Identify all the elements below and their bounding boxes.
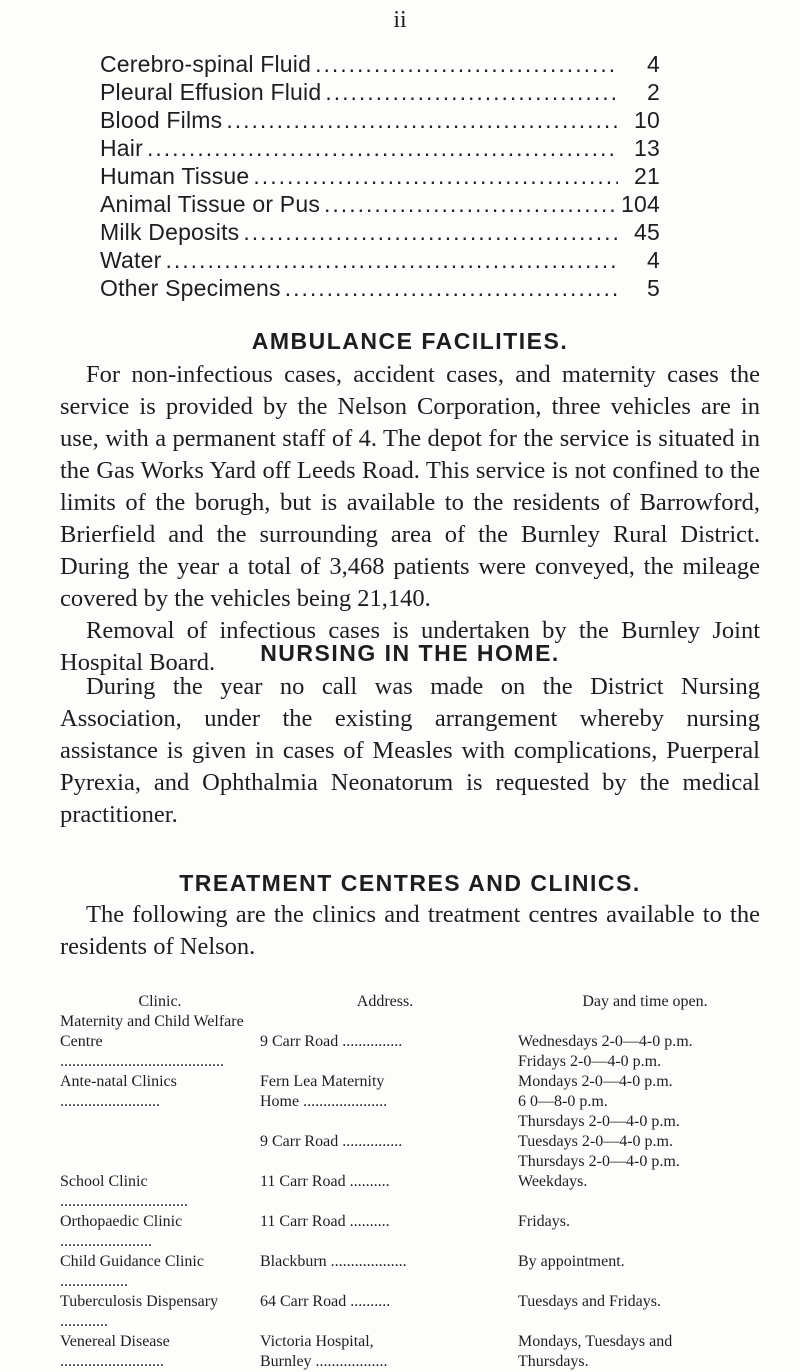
ambulance-paragraph-2: Removal of infectious cases is undertaken by the Burnley Joint Hospital Board.: [60, 617, 760, 676]
specimen-count: 4: [647, 247, 660, 273]
header-clinic: Clinic.: [138, 993, 182, 1010]
clinic-address: 11 Carr Road ..........: [260, 1173, 390, 1190]
specimen-label: Hair: [100, 135, 143, 161]
specimen-label: Milk Deposits: [100, 219, 240, 245]
clinics-table: [60, 992, 780, 1372]
clinic-name: Orthopaedic Clinic .......................: [60, 1213, 183, 1250]
table-row: [60, 1292, 780, 1332]
specimen-count: 45: [634, 219, 660, 245]
table-row: [60, 1332, 780, 1372]
specimen-count: 10: [634, 107, 660, 133]
clinic-name: School Clinic ................................: [60, 1173, 188, 1210]
specimen-row: [100, 246, 660, 274]
specimen-label: Other Specimens: [100, 275, 281, 301]
specimen-count: 5: [647, 275, 660, 301]
clinic-name: Tuberculosis Dispensary ............: [60, 1293, 219, 1330]
clinic-address: 64 Carr Road ..........: [260, 1293, 391, 1310]
clinic-name: Maternity and Child Welfare Centre .........................................: [60, 1013, 244, 1070]
table-row: [60, 1212, 780, 1252]
clinic-time: Mondays, Tuesdays and Thursdays.: [518, 1333, 673, 1370]
clinic-name: Child Guidance Clinic .................: [60, 1253, 204, 1290]
table-row: [60, 1252, 780, 1292]
specimen-count: 21: [634, 163, 660, 189]
dot-leader: [243, 218, 618, 246]
clinic-time: Wednesdays 2-0—4-0 p.m. Fridays 2-0—4-0 p.m.: [518, 1033, 693, 1070]
specimen-row: [100, 134, 660, 162]
table-row: [60, 1012, 780, 1072]
clinic-name: Ante-natal Clinics .........................: [60, 1073, 177, 1110]
clinic-address: Blackburn ...................: [260, 1253, 407, 1270]
nursing-paragraph: During the year no call was made on the District Nursing Association, under the existing arrangement whereby nursing assistance is given in cases of Measles with complications, Puerperal Pyrexia, and Ophthalmia Neonatorum is requested by the medical practitioner.: [60, 673, 760, 828]
clinics-table-body: [60, 1012, 780, 1372]
dot-leader: [325, 78, 618, 106]
dot-leader: [253, 162, 618, 190]
header-time: Day and time open.: [582, 993, 708, 1010]
table-row: [60, 1172, 780, 1212]
table-row: [60, 1072, 780, 1172]
header-address: Address.: [356, 993, 414, 1010]
specimen-count: 104: [621, 191, 660, 217]
specimen-row: [100, 218, 660, 246]
clinic-address: Victoria Hospital, Burnley ..................: [260, 1333, 388, 1370]
treatment-heading: TREATMENT CENTRES AND CLINICS.: [179, 870, 641, 896]
nursing-heading: NURSING IN THE HOME.: [260, 640, 560, 666]
clinic-time: Weekdays.: [518, 1173, 588, 1190]
specimen-row: [100, 190, 660, 218]
specimen-label: Blood Films: [100, 107, 223, 133]
dot-leader: [226, 106, 618, 134]
specimen-list: [100, 50, 660, 302]
clinic-time: By appointment.: [518, 1253, 625, 1270]
specimen-label: Water: [100, 247, 162, 273]
specimen-row: [100, 274, 660, 302]
dot-leader: [166, 246, 619, 274]
clinic-address: 11 Carr Road ..........: [260, 1213, 390, 1230]
treatment-paragraph: The following are the clinics and treatment centres available to the residents of Nelson.: [60, 901, 760, 960]
clinic-name: Venereal Disease ..........................: [60, 1333, 170, 1370]
clinic-time: Mondays 2-0—4-0 p.m. 6 0—8-0 p.m. Thursdays 2-0—4-0 p.m. Tuesdays 2-0—4-0 p.m. Thursdays 2-0—4-0 p.m.: [518, 1073, 680, 1170]
specimen-label: Cerebro-spinal Fluid: [100, 51, 312, 77]
specimen-count: 2: [647, 79, 660, 105]
clinics-table-header: [60, 992, 780, 1012]
dot-leader: [285, 274, 618, 302]
ambulance-heading: AMBULANCE FACILITIES.: [251, 328, 569, 354]
specimen-count: 13: [634, 135, 660, 161]
specimen-count: 4: [647, 51, 660, 77]
dot-leader: [315, 50, 618, 78]
treatment-section: [60, 870, 760, 963]
specimen-row: [100, 50, 660, 78]
specimen-row: [100, 106, 660, 134]
clinic-address: Fern Lea Maternity Home ..................... 9 Carr Road ...............: [260, 1073, 403, 1150]
specimen-label: Pleural Effusion Fluid: [100, 79, 322, 105]
clinic-address: 9 Carr Road ...............: [260, 1033, 403, 1050]
specimen-row: [100, 78, 660, 106]
ambulance-paragraph-1: For non-infectious cases, accident cases, and maternity cases the service is provided by the Nelson Corporation, three vehicles are in use, with a permanent staff of 4. The depot for the service is situated in the Gas Works Yard off Leeds Road. This service is not confined to the limits of the borugh, but is available to the residents of Barrowford, Brierfield and the surrounding area of the Burnley Rural District. During the year a total of 3,468 patients were conveyed, the mileage covered by the vehicles being 21,140.: [60, 361, 760, 612]
ambulance-section: [60, 328, 760, 679]
page-number: ii: [393, 7, 407, 33]
dot-leader: [324, 190, 617, 218]
clinic-time: Tuesdays and Fridays.: [518, 1293, 661, 1310]
dot-leader: [147, 134, 618, 162]
specimen-row: [100, 162, 660, 190]
specimen-label: Animal Tissue or Pus: [100, 191, 321, 217]
clinic-time: Fridays.: [518, 1213, 570, 1230]
nursing-section: [60, 640, 760, 831]
specimen-label: Human Tissue: [100, 163, 250, 189]
